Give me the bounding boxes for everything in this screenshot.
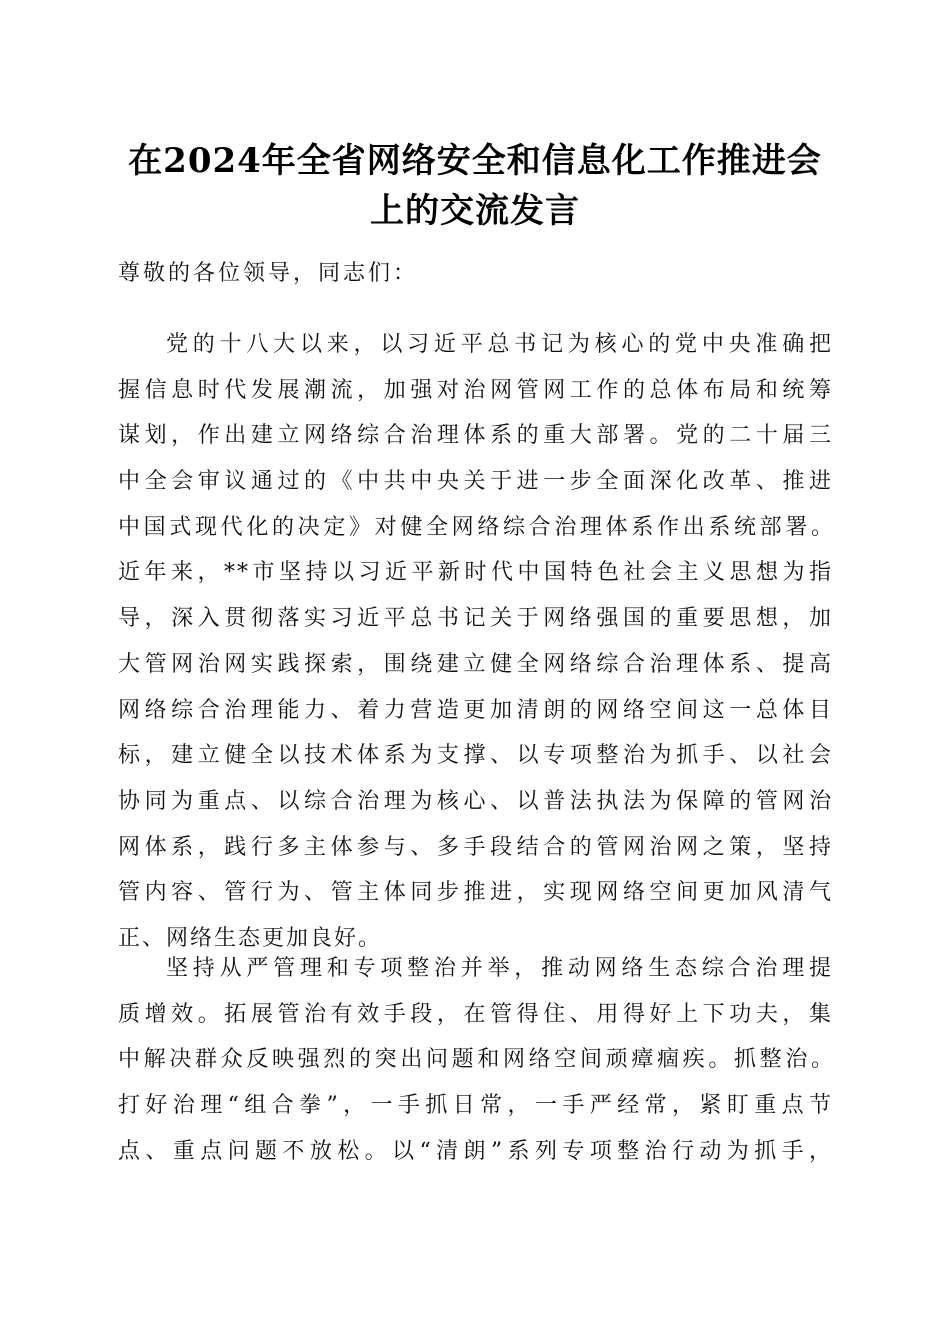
paragraph-line: 网体系，践行多主体参与、多手段结合的管网治网之策，坚持 <box>118 834 833 860</box>
paragraph-line: 协同为重点、以综合治理为核心、以普法执法为保障的管网治 <box>118 788 833 814</box>
paragraph-line: 中解决群众反映强烈的突出问题和网络空间顽瘴痼疾。抓整治。 <box>118 1047 833 1073</box>
paragraph-line: 质增效。拓展管治有效手段，在管得住、用得好上下功夫，集 <box>118 1001 833 1027</box>
paragraph-line: 党的十八大以来，以习近平总书记为核心的党中央准确把 <box>166 332 833 357</box>
paragraph-line: 导，深入贯彻落实习近平总书记关于网络强国的重要思想，加 <box>118 606 833 632</box>
paragraph-2 <box>118 946 833 1174</box>
paragraph-line: 标，建立健全以技术体系为支撑、以专项整治为抓手、以社会 <box>118 743 833 769</box>
paragraph-line: 点、重点问题不放松。以“清朗”系列专项整治行动为抓手， <box>118 1138 833 1164</box>
paragraph-1 <box>118 322 833 962</box>
paragraph-line: 正、网络生态更加良好。 <box>118 925 383 951</box>
paragraph-line: 握信息时代发展潮流，加强对治网管网工作的总体布局和统筹 <box>118 377 833 403</box>
paragraph-line: 谋划，作出建立网络综合治理体系的重大部署。党的二十届三 <box>118 423 833 449</box>
salutation: 尊敬的各位领导，同志们： <box>118 261 419 286</box>
paragraph-line: 中国式现代化的决定》对健全网络综合治理体系作出系统部署。 <box>118 514 833 540</box>
paragraph-line: 管内容、管行为、管主体同步推进，实现网络空间更加风清气 <box>118 880 833 906</box>
paragraph-line: 坚持从严管理和专项整治并举，推动网络生态综合治理提 <box>166 956 833 981</box>
document-title-line-1: 在2024年全省网络安全和信息化工作推进会 <box>128 141 822 181</box>
document-title-line-2: 上的交流发言 <box>370 191 580 231</box>
paragraph-line: 近年来，**市坚持以习近平新时代中国特色社会主义思想为指 <box>118 560 833 586</box>
paragraph-line: 中全会审议通过的《中共中央关于进一步全面深化改革、推进 <box>118 469 833 495</box>
paragraph-line: 大管网治网实践探索，围绕建立健全网络综合治理体系、提高 <box>118 651 833 677</box>
paragraph-line: 打好治理“组合拳”，一手抓日常，一手严经常，紧盯重点节 <box>118 1093 833 1119</box>
paragraph-line: 网络综合治理能力、着力营造更加清朗的网络空间这一总体目 <box>118 697 833 723</box>
